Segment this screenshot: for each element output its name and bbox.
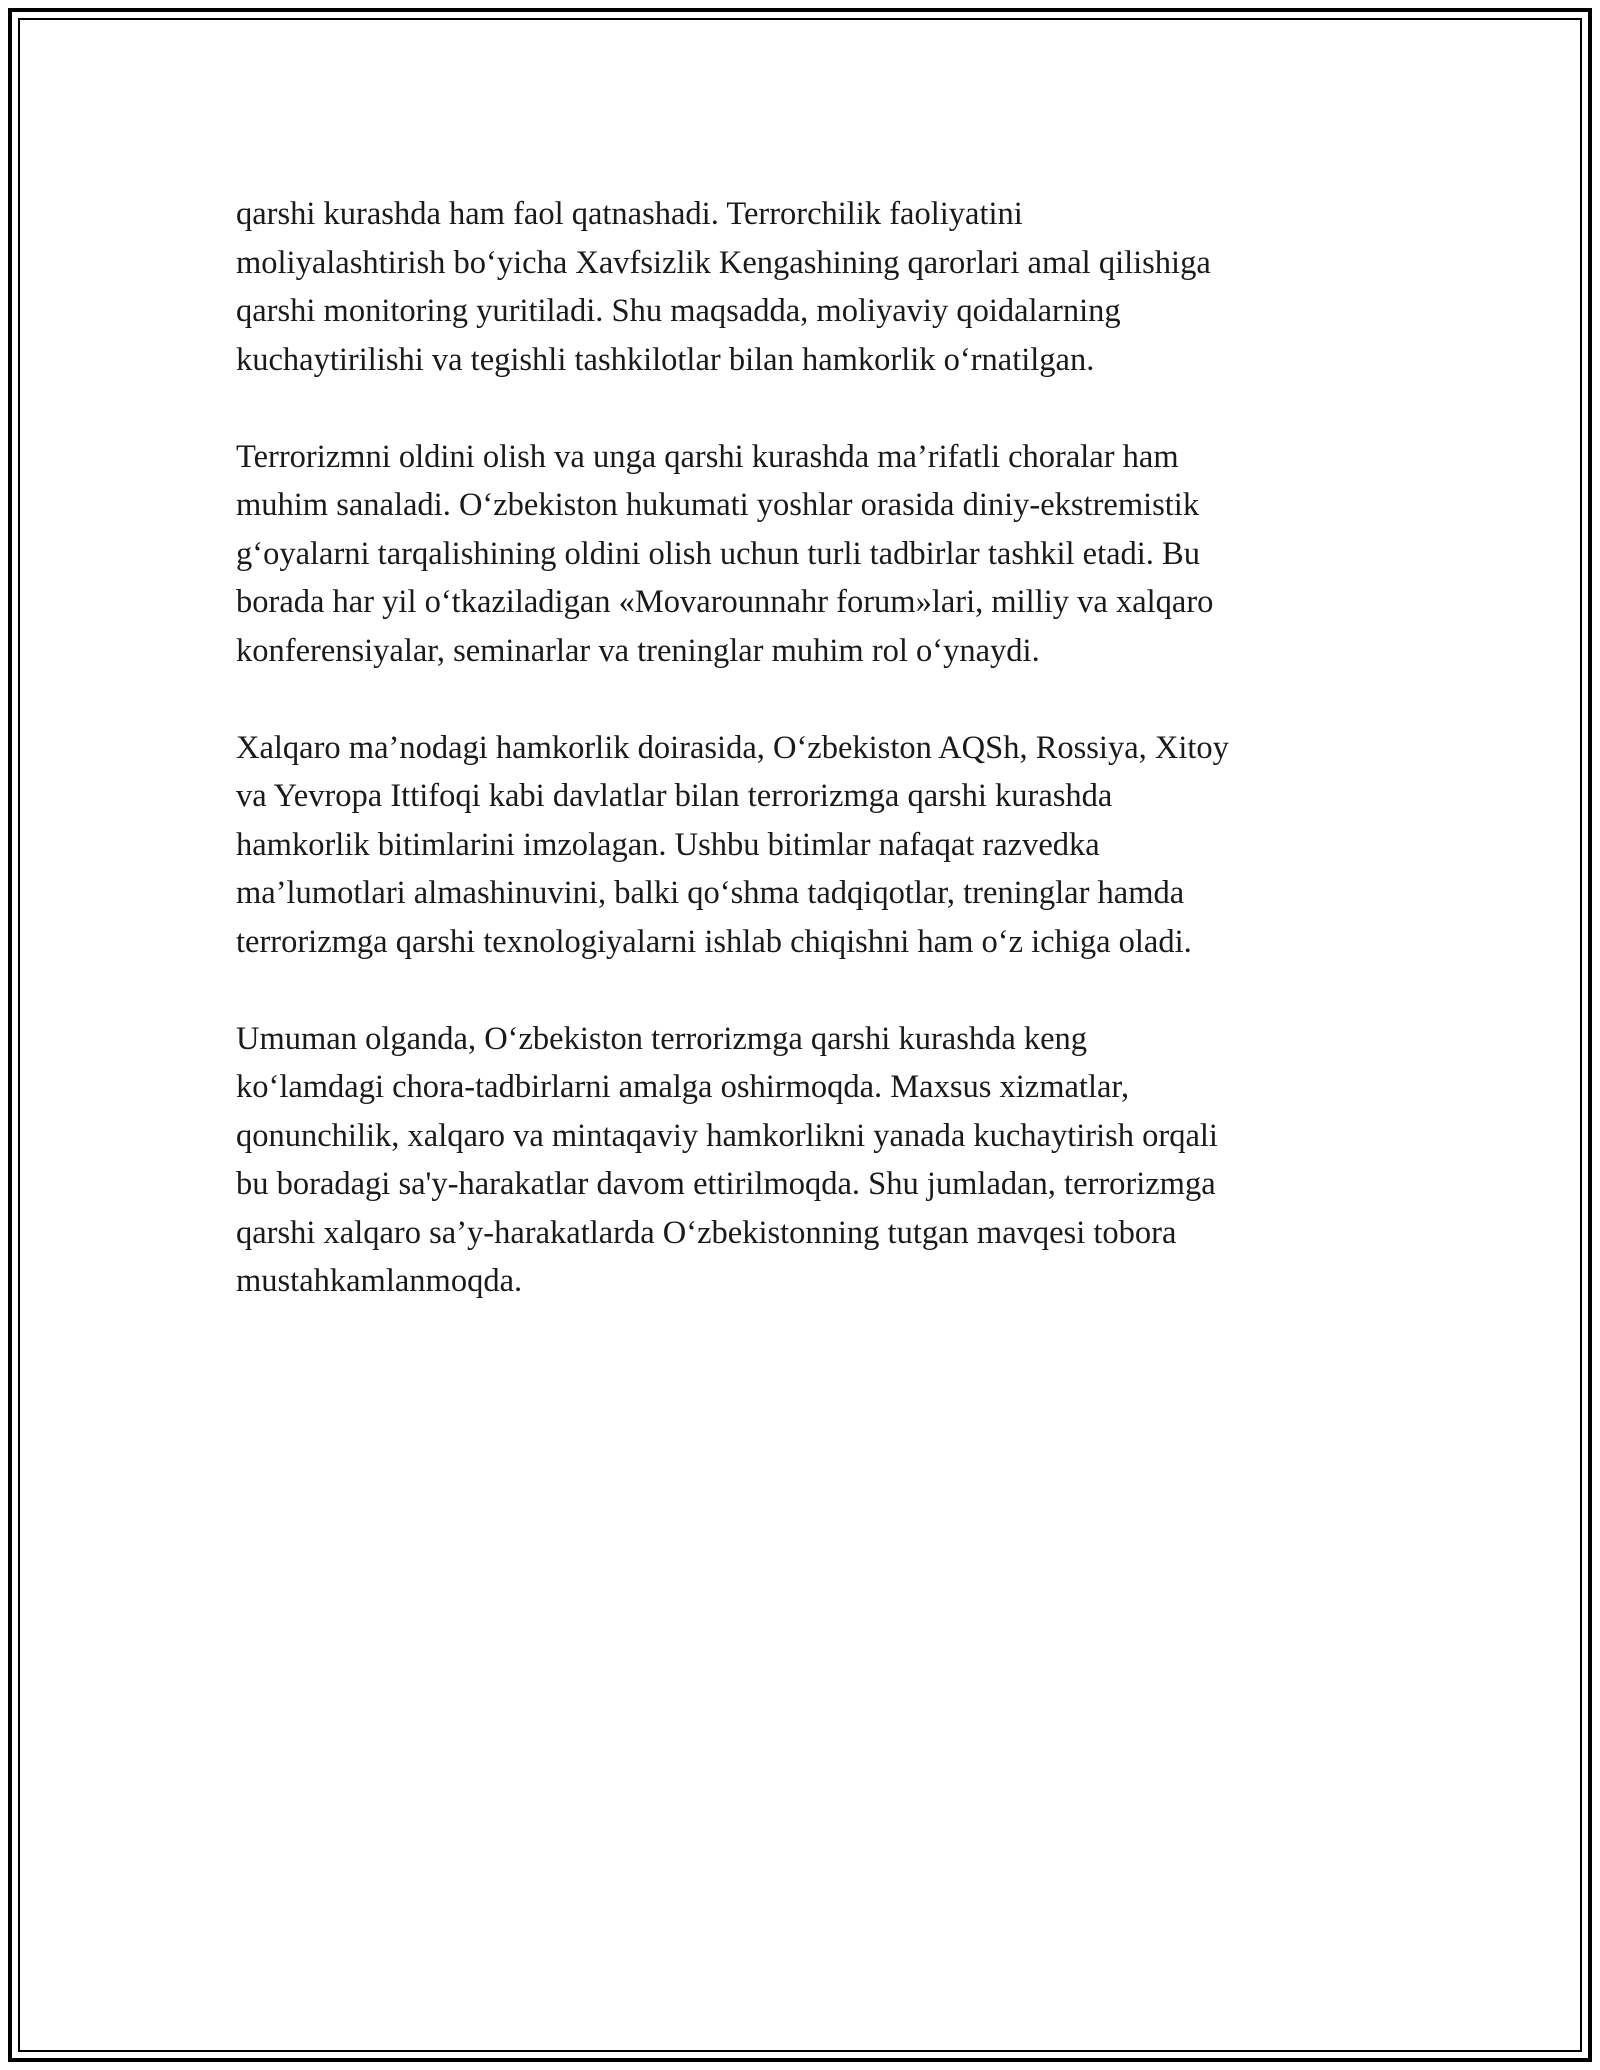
paragraph-line: konferensiyalar, seminarlar va treninglar muhim rol o‘ynaydi. [236, 632, 1040, 669]
paragraph-line: Umuman olganda, O‘zbekiston terrorizmga qarshi kurashda keng [236, 1020, 1088, 1057]
paragraph-line: qarshi monitoring yuritiladi. Shu maqsadda, moliyaviy qoidalarning [236, 293, 1121, 329]
paragraph-1 [236, 190, 1386, 384]
paragraph-line: bu boradagi sa'y-harakatlar davom ettirilmoqda. Shu jumladan, terrorizmga [236, 1166, 1216, 1202]
paragraph-line: va Yevropa Ittifoqi kabi davlatlar bilan terrorizmga qarshi kurashda [236, 778, 1113, 814]
paragraph-line: muhim sanaladi. O‘zbekiston hukumati yoshlar orasida diniy-ekstremistik [236, 487, 1200, 523]
paragraph-line: borada har yil o‘tkaziladigan «Movarounnahr forum»lari, milliy va xalqaro [236, 584, 1214, 620]
paragraph-line: g‘oyalarni tarqalishining oldini olish uchun turli tadbirlar tashkil etadi. Bu [236, 535, 1200, 572]
paragraph-4 [236, 1015, 1386, 1306]
paragraph-line: hamkorlik bitimlarini imzolagan. Ushbu bitimlar nafaqat razvedka [236, 826, 1100, 863]
document-body [236, 190, 1386, 1354]
paragraph-2 [236, 433, 1386, 676]
paragraph-line: qonunchilik, xalqaro va mintaqaviy hamkorlikni yanada kuchaytirish orqali [236, 1117, 1218, 1154]
paragraph-line: Terrorizmni oldini olish va unga qarshi kurashda ma’rifatli choralar ham [236, 438, 1179, 475]
paragraph-3 [236, 724, 1386, 967]
paragraph-line: mustahkamlanmoqda. [236, 1263, 523, 1299]
paragraph-line: ma’lumotlari almashinuvini, balki qo‘shma tadqiqotlar, treninglar hamda [236, 875, 1185, 911]
paragraph-line: moliyalashtirish bo‘yicha Xavfsizlik Kengashining qarorlari amal qilishiga [236, 244, 1211, 281]
paragraph-line: ko‘lamdagi chora-tadbirlarni amalga oshirmoqda. Maxsus xizmatlar, [236, 1069, 1130, 1105]
paragraph-line: qarshi xalqaro sa’y-harakatlarda O‘zbekistonning tutgan mavqesi tobora [236, 1214, 1177, 1251]
paragraph-line: qarshi kurashda ham faol qatnashadi. Terrorchilik faoliyatini [236, 196, 1023, 232]
paragraph-line: kuchaytirilishi va tegishli tashkilotlar bilan hamkorlik o‘rnatilgan. [236, 341, 1095, 378]
paragraph-line: terrorizmga qarshi texnologiyalarni ishlab chiqishni ham o‘z ichiga oladi. [236, 923, 1192, 960]
paragraph-line: Xalqaro ma’nodagi hamkorlik doirasida, O‘zbekiston AQSh, Rossiya, Xitoy [236, 729, 1229, 766]
